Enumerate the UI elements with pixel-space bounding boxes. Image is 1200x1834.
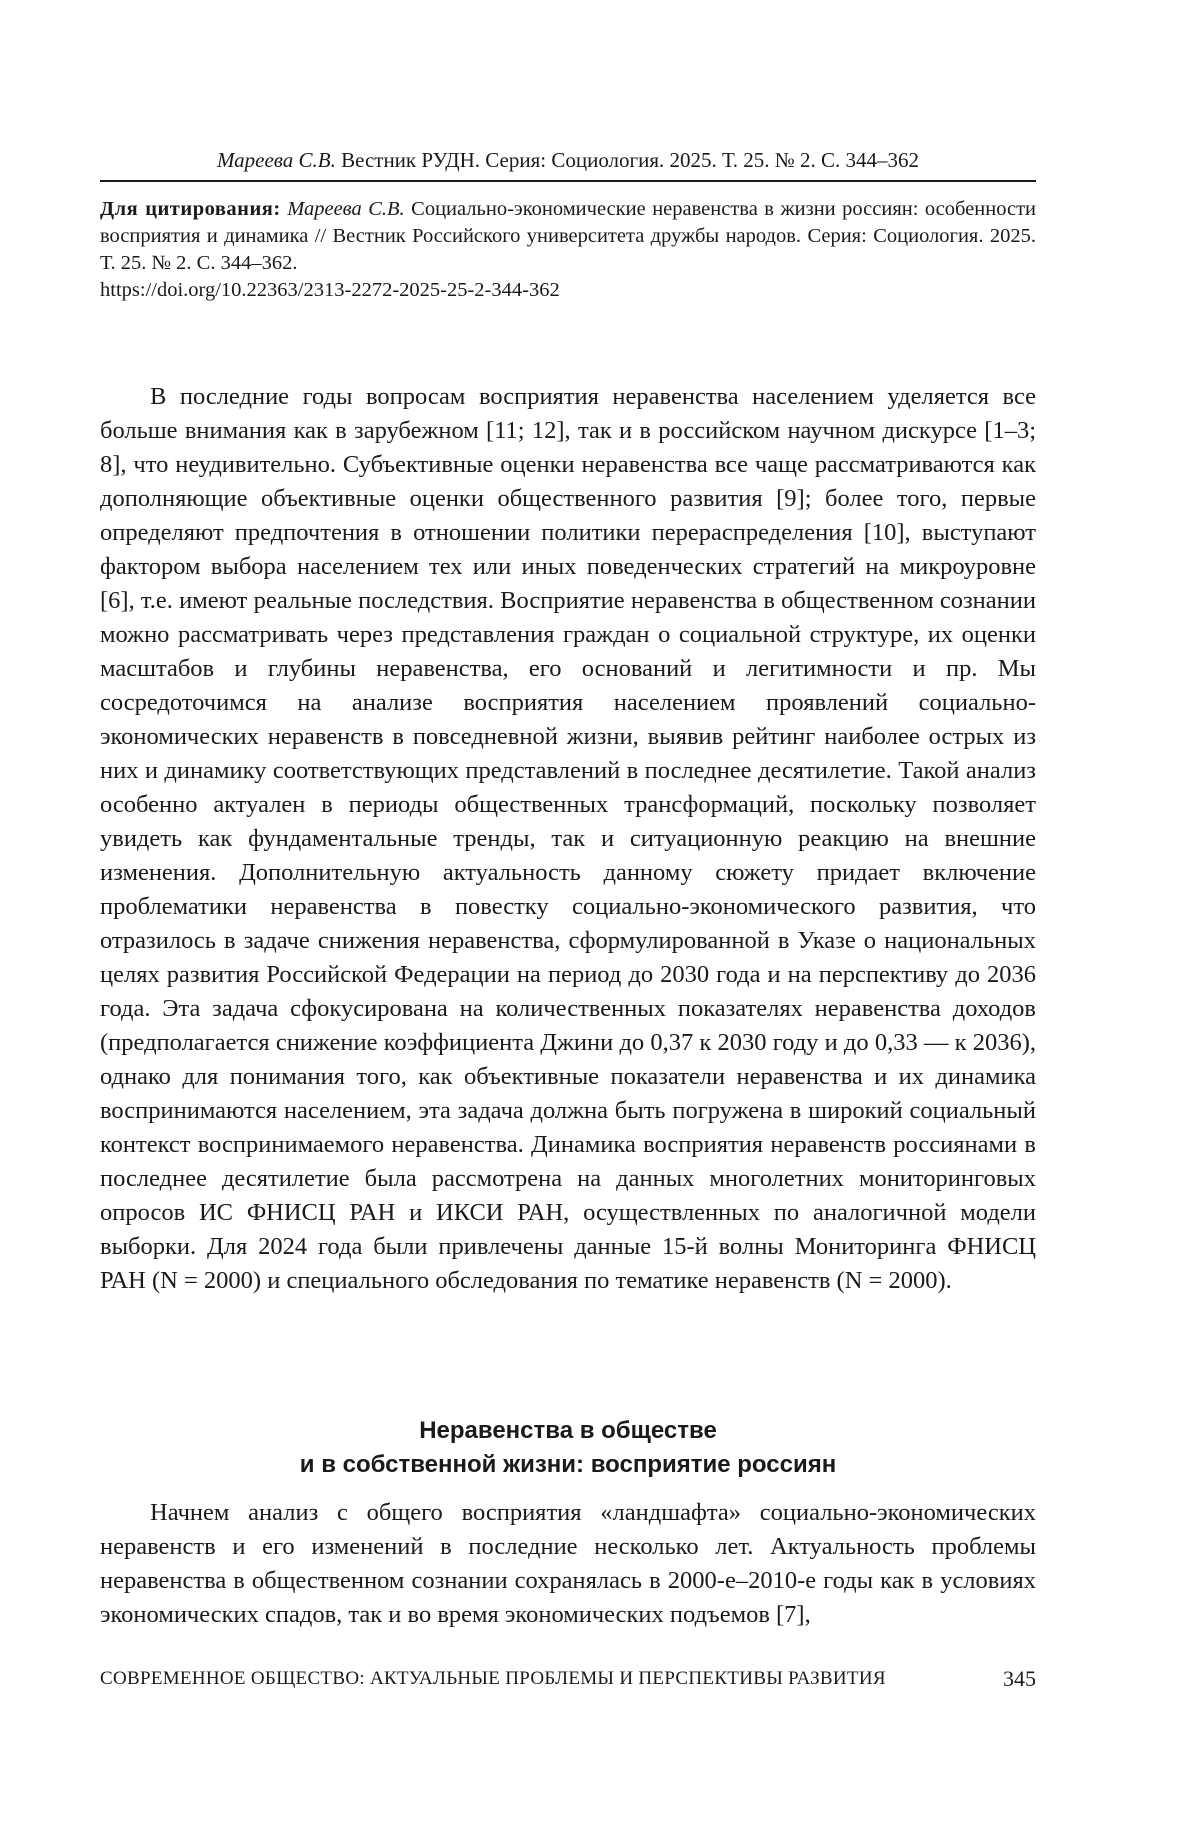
citation-author: Мареева С.В.	[287, 198, 404, 220]
page-number: 345	[1003, 1666, 1036, 1692]
citation-label: Для цитирования:	[100, 198, 281, 220]
header-divider	[100, 180, 1036, 182]
running-header	[100, 146, 1036, 174]
section-text	[100, 1496, 1036, 1632]
header-author: Мареева С.В.	[217, 148, 336, 172]
intro-text	[100, 380, 1036, 1298]
journal-page	[0, 0, 1200, 1834]
citation-doi-link[interactable]: https://doi.org/10.22363/2313-2272-2025-25-2-344-362	[100, 277, 1036, 304]
section-title-line-2: и в собственной жизни: восприятие россиян	[100, 1448, 1036, 1482]
citation-block	[100, 196, 1036, 304]
section-title-line-1: Неравенства в обществе	[100, 1414, 1036, 1448]
section-paragraph: Начнем анализ с общего восприятия «ландшафта» социально-экономических неравенств и его изменений в последние несколько лет. Актуальность проблемы неравенства в общественном сознании сохранялась в 2000-е–2010-е годы как в условиях экономических спадов, так и во время экономических подъемов [7],	[100, 1496, 1036, 1632]
footer-journal-section: СОВРЕМЕННОЕ ОБЩЕСТВО: АКТУАЛЬНЫЕ ПРОБЛЕМЫ И ПЕРСПЕКТИВЫ РАЗВИТИЯ	[100, 1668, 886, 1690]
header-journal-ref: Вестник РУДН. Серия: Социология. 2025. Т. 25. № 2. С. 344–362	[341, 148, 919, 172]
section-title	[100, 1414, 1036, 1482]
page-footer	[100, 1666, 1036, 1696]
citation-text: Социально-экономические неравенства в жизни россиян: особенности восприятия и динамика // Вестник Российского университета дружбы народов. Серия: Социология. 2025. Т. 25. № 2. С. 344–362.	[100, 198, 1036, 274]
intro-paragraph: В последние годы вопросам восприятия неравенства населением уделяется все больше внимания как в зарубежном [11; 12], так и в российском научном дискурсе [1–3; 8], что неудивительно. Субъективные оценки неравенства все чаще рассматриваются как дополняющие объективные оценки общественного развития [9]; более того, первые определяют предпочтения в отношении политики перераспределения [10], выступают фактором выбора населением тех или иных поведенческих стратегий на микроуровне [6], т.е. имеют реальные последствия. Восприятие неравенства в общественном сознании можно рассматривать через представления граждан о социальной структуре, их оценки масштабов и глубины неравенства, его оснований и легитимности и пр. Мы сосредоточимся на анализе восприятия населением проявлений социально-экономических неравенств в повседневной жизни, выявив рейтинг наиболее острых из них и динамику соответствующих представлений в последнее десятилетие. Такой анализ особенно актуален в периоды общественных трансформаций, поскольку позволяет увидеть как фундаментальные тренды, так и ситуационную реакцию на внешние изменения. Дополнительную актуальность данному сюжету придает включение проблематики неравенства в повестку социально-экономического развития, что отразилось в задаче снижения неравенства, сформулированной в Указе о национальных целях развития Российской Федерации на период до 2030 года и на перспективу до 2036 года. Эта задача сфокусирована на количественных показателях неравенства доходов (предполагается снижение коэффициента Джини до 0,37 к 2030 году и до 0,33 — к 2036), однако для понимания того, как объективные показатели неравенства и их динамика воспринимаются населением, эта задача должна быть погружена в широкий социальный контекст воспринимаемого неравенства. Динамика восприятия неравенств россиянами в последнее десятилетие была рассмотрена на данных многолетних мониторинговых опросов ИС ФНИСЦ РАН и ИКСИ РАН, осуществленных по аналогичной модели выборки. Для 2024 года были привлечены данные 15-й волны Мониторинга ФНИСЦ РАН (N = 2000) и специального обследования по тематике неравенств (N = 2000).	[100, 380, 1036, 1298]
